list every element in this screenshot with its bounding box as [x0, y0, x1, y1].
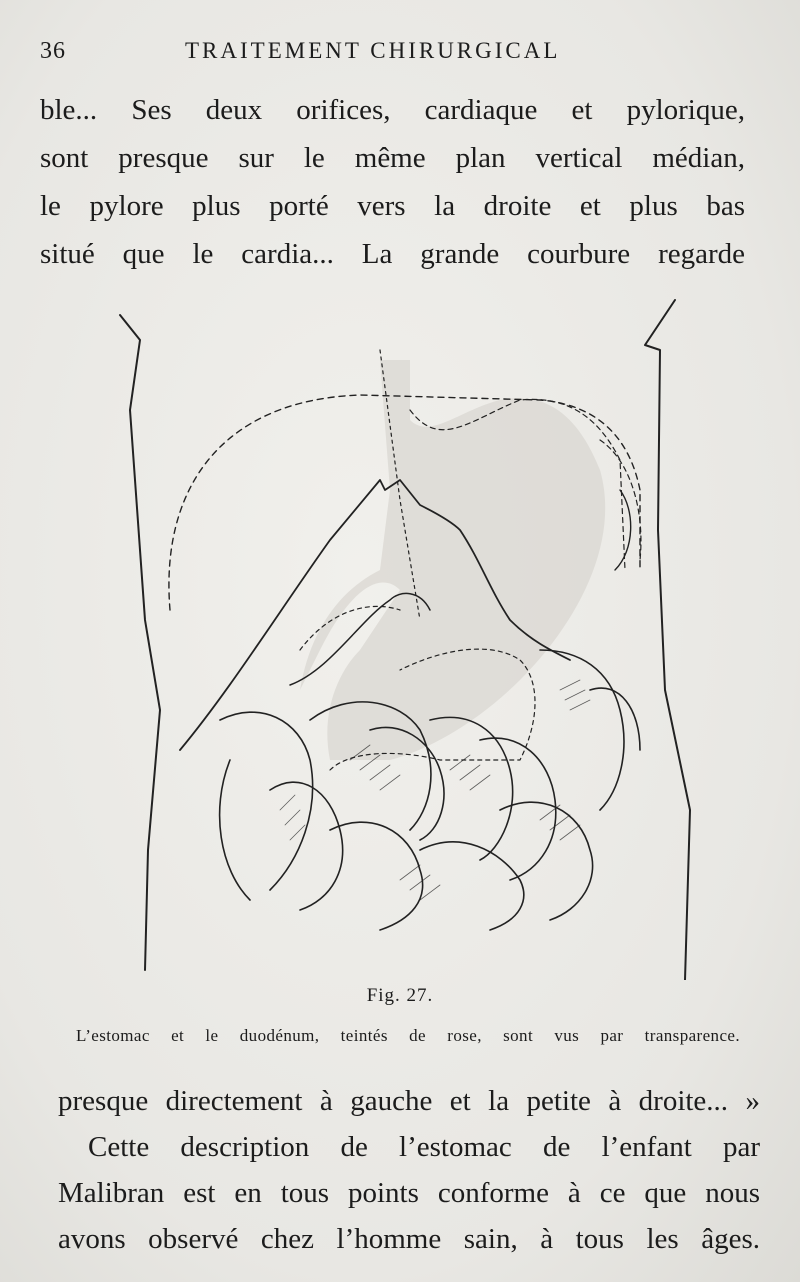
- text-line: Malibran est en tous points conforme à ce que nous: [58, 1177, 760, 1209]
- page-number: 36: [40, 38, 66, 64]
- text-line: presque directement à gauche et la petite à droite... »: [58, 1085, 760, 1117]
- text-line: Cette description de l’estomac de l’enfant par: [88, 1131, 760, 1163]
- running-head: TRAITEMENT CHIRURGICAL: [185, 38, 561, 63]
- bottom-paragraph: [58, 1078, 760, 1262]
- torso-right-outline: [645, 300, 690, 980]
- text-line: ble... Ses deux orifices, cardiaque et pylorique,: [40, 94, 745, 126]
- figure-caption: L’estomac et le duodénum, teintés de rose, sont vus par transparence.: [76, 1026, 740, 1045]
- stomach-shape: [300, 360, 605, 760]
- figure-label: Fig. 27.: [366, 985, 434, 1006]
- top-paragraph: [40, 86, 745, 278]
- text-line: sont presque sur le même plan vertical médian,: [40, 142, 745, 174]
- right-dashed-organ: [600, 440, 641, 560]
- text-line: avons observé chez l’homme sain, à tous les âges.: [58, 1223, 760, 1255]
- text-line: situé que le cardia... La grande courbure regarde: [40, 238, 745, 270]
- torso-left-outline: [120, 315, 160, 970]
- anatomical-illustration: [100, 290, 700, 980]
- text-line: le pylore plus porté vers la droite et plus bas: [40, 190, 745, 222]
